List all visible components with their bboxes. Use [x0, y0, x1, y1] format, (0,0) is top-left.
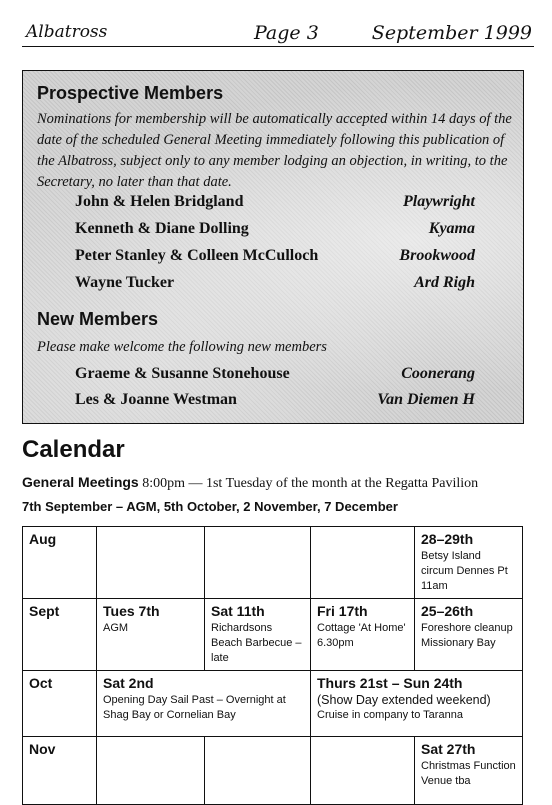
- event-title: Sat 2nd: [103, 675, 154, 691]
- member-name: Kenneth & Diane Dolling: [75, 220, 249, 237]
- event-detail: Foreshore cleanup Missionary Bay: [421, 622, 513, 649]
- event-cell: [205, 599, 311, 671]
- member-boat: Ard Righ: [414, 274, 475, 291]
- event-detail: AGM: [103, 622, 129, 634]
- member-name: Peter Stanley & Colleen McCulloch: [75, 247, 319, 264]
- empty-cell: [97, 737, 205, 805]
- calendar-row-nov: [23, 737, 523, 805]
- member-boat: Playwright: [402, 193, 475, 210]
- calendar-row-sept: [23, 599, 523, 671]
- calendar-table: [22, 526, 523, 805]
- calendar-row-oct: [23, 671, 523, 737]
- publication-title: Albatross: [26, 22, 108, 42]
- event-cell: [415, 737, 523, 805]
- member-boat: Kyama: [428, 220, 475, 237]
- member-name: John & Helen Bridgland: [75, 193, 244, 210]
- prospective-intro: Nominations for membership will be automatically accepted within 14 days of the date of the scheduled General Meeting immediately following this publication of the Albatross, subject only to any member lodging an objection, in writing, to the Secretary, no later than that date.: [37, 111, 512, 190]
- member-row: [75, 220, 475, 244]
- members-box: [22, 70, 524, 424]
- event-cell: [97, 671, 311, 737]
- empty-cell: [311, 737, 415, 805]
- month-cell: Nov: [23, 737, 97, 805]
- member-row: [75, 274, 475, 298]
- event-detail: Cottage 'At Home' 6.30pm: [317, 622, 406, 649]
- empty-cell: [97, 527, 205, 599]
- event-note: (Show Day extended weekend): [317, 693, 491, 707]
- event-detail: Opening Day Sail Past – Overnight at Shag Bay or Cornelian Bay: [103, 694, 286, 721]
- issue-date: September 1999: [371, 22, 532, 44]
- month-cell: Oct: [23, 671, 97, 737]
- empty-cell: [205, 527, 311, 599]
- event-cell: [311, 599, 415, 671]
- meeting-dates: 7th September – AGM, 5th October, 2 November, 7 December: [22, 499, 398, 514]
- month-cell: Sept: [23, 599, 97, 671]
- event-detail: Betsy Island circum Dennes Pt 11am: [421, 550, 508, 592]
- empty-cell: [311, 527, 415, 599]
- general-meetings-label: General Meetings: [22, 474, 139, 490]
- general-meetings-text: 8:00pm — 1st Tuesday of the month at the Regatta Pavilion: [138, 476, 479, 491]
- event-cell: [97, 599, 205, 671]
- calendar-heading: Calendar: [22, 436, 125, 463]
- member-boat: Coonerang: [401, 365, 475, 382]
- member-boat: Van Diemen H: [377, 391, 475, 408]
- general-meetings-line: [22, 474, 478, 492]
- event-title: Fri 17th: [317, 603, 368, 619]
- event-detail: Cruise in company to Taranna: [317, 709, 463, 721]
- member-row: [75, 391, 475, 415]
- event-detail: Christmas Function Venue tba: [421, 760, 516, 787]
- member-name: Wayne Tucker: [75, 274, 175, 291]
- prospective-members-heading: Prospective Members: [37, 83, 224, 103]
- calendar-row-aug: [23, 527, 523, 599]
- new-members-heading: New Members: [37, 309, 159, 329]
- month-cell: Aug: [23, 527, 97, 599]
- member-boat: Brookwood: [399, 247, 475, 264]
- page-header: [22, 8, 534, 47]
- event-title: Sat 27th: [421, 741, 476, 757]
- member-row: [75, 193, 475, 217]
- member-row: [75, 247, 475, 271]
- page-number: Page 3: [254, 22, 319, 44]
- new-members-intro: Please make welcome the following new members: [37, 339, 327, 355]
- event-title: 28–29th: [421, 531, 474, 547]
- event-title: Sat 11th: [211, 603, 265, 619]
- member-row: [75, 365, 475, 389]
- event-cell: [311, 671, 523, 737]
- event-title: Thurs 21st – Sun 24th: [317, 675, 463, 691]
- member-name: Les & Joanne Westman: [75, 391, 237, 408]
- event-cell: [415, 527, 523, 599]
- event-detail: Richardsons Beach Barbecue – late: [211, 622, 302, 664]
- event-title: Tues 7th: [103, 603, 160, 619]
- empty-cell: [205, 737, 311, 805]
- event-title: 25–26th: [421, 603, 474, 619]
- event-cell: [415, 599, 523, 671]
- member-name: Graeme & Susanne Stonehouse: [75, 365, 290, 382]
